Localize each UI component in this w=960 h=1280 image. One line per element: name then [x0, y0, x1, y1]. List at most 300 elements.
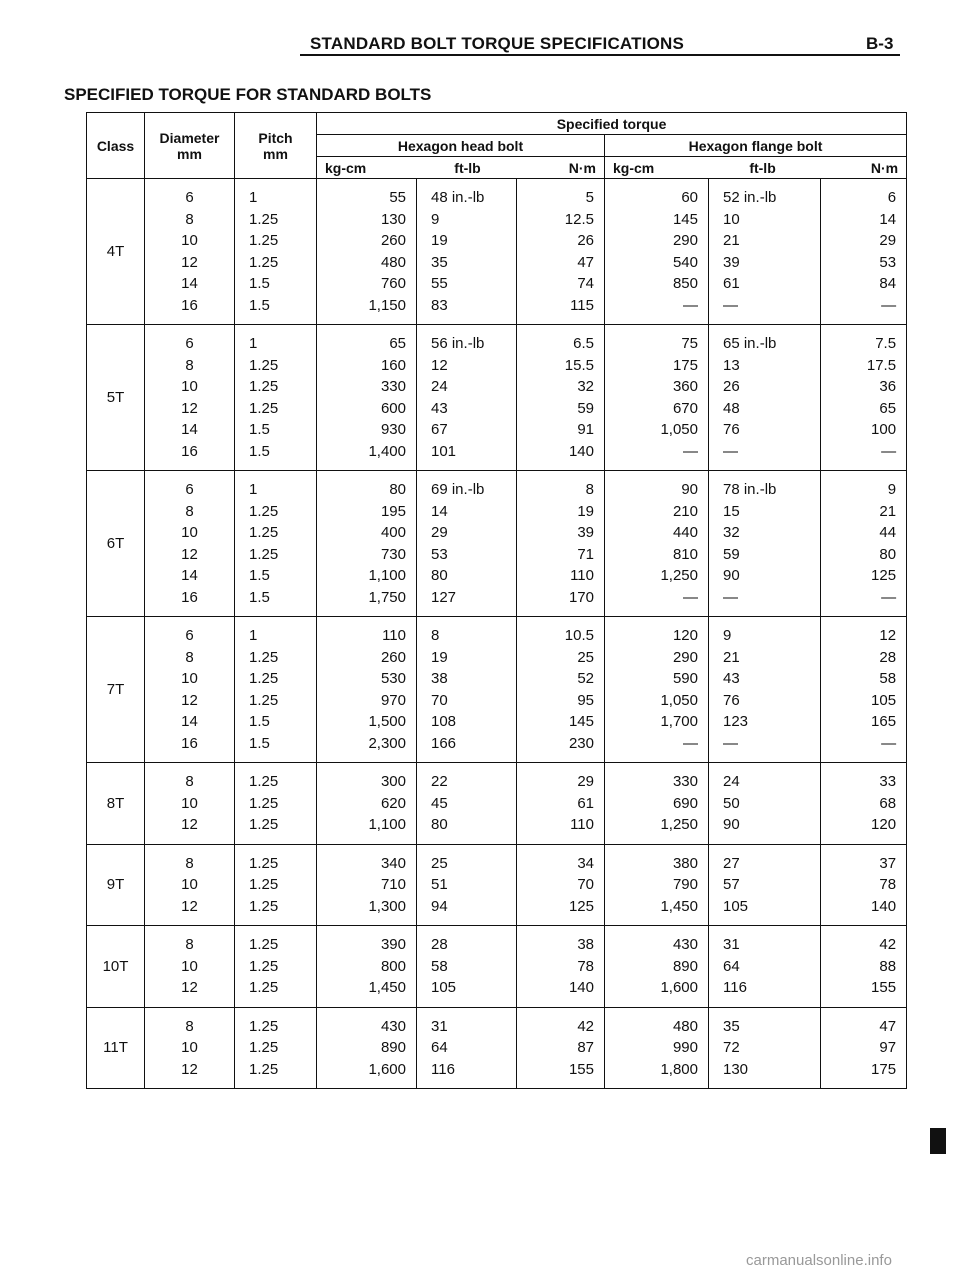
table-cell-value: 1.25: [249, 670, 279, 687]
table-cell-value: —: [683, 734, 698, 752]
table-cell-value: 78 in.-lb: [723, 481, 777, 498]
table-body: [87, 179, 907, 1089]
table-cell-value: 14: [181, 567, 198, 584]
flange-kgcm-cell: [605, 325, 709, 471]
table-cell-value: 56 in.-lb: [431, 335, 485, 352]
table-cell-value: —: [881, 442, 897, 460]
table-cell-value: 8: [185, 210, 194, 228]
table-cell-value: 6: [185, 335, 194, 352]
table-cell-value: 1.25: [249, 957, 279, 975]
table-cell-value: 1,250: [660, 567, 698, 584]
table-cell-value: 72: [723, 1039, 740, 1056]
table-cell-value: 2,300: [368, 734, 406, 752]
table-cell-value: 1.25: [249, 1017, 279, 1035]
table-cell-value: 21: [879, 502, 897, 520]
page-code: B-3: [866, 34, 894, 53]
table-cell-value: 9: [431, 210, 440, 228]
table-cell-value: 890: [672, 957, 698, 975]
table-row-group: [87, 763, 907, 845]
table-cell-value: 155: [871, 979, 897, 996]
table-cell-value: 64: [431, 1039, 448, 1056]
table-cell-value: 1.25: [249, 253, 279, 271]
table-cell-value: 160: [380, 356, 406, 374]
table-cell-value: 52: [577, 670, 594, 687]
table-cell-value: 620: [380, 794, 406, 812]
table-cell-value: 123: [723, 713, 749, 730]
table-cell-value: 166: [431, 734, 457, 752]
table-cell-value: 7.5: [875, 335, 897, 352]
flange-nm-cell: [821, 844, 907, 926]
page-header-title: STANDARD BOLT TORQUE SPECIFICATIONS: [310, 34, 685, 53]
table-cell-value: —: [723, 442, 738, 460]
table-cell-value: 19: [431, 648, 448, 666]
table-cell-value: 1.5: [249, 588, 270, 606]
table-cell-value: 78: [577, 957, 594, 975]
table-cell-value: —: [683, 588, 698, 606]
table-cell-value: 1.5: [249, 421, 270, 438]
table-cell-value: 155: [568, 1060, 594, 1078]
table-cell-value: 61: [577, 794, 594, 812]
table-cell-value: 100: [871, 421, 897, 438]
table-cell-value: 87: [577, 1039, 594, 1056]
table-cell-value: 115: [570, 296, 594, 314]
table-cell-value: 1.25: [249, 210, 279, 228]
table-cell-value: 12: [181, 897, 198, 915]
pitch-cell: [235, 763, 317, 845]
table-cell-value: 6: [185, 481, 194, 498]
table-cell-value: 80: [431, 567, 448, 584]
flange-nm-cell: [821, 763, 907, 845]
flange-nm-cell: [821, 325, 907, 471]
table-cell-value: 1.25: [249, 897, 279, 915]
table-cell-value: 1.25: [249, 691, 279, 709]
table-cell-value: 300: [380, 773, 406, 790]
table-cell-value: 19: [577, 502, 594, 520]
end-of-section-marker: [930, 1128, 946, 1154]
table-cell-value: 1.25: [249, 1060, 279, 1078]
section-title: SPECIFIED TORQUE FOR STANDARD BOLTS: [64, 85, 432, 104]
table-cell-value: 58: [431, 957, 448, 975]
head-kgcm-cell: [317, 1007, 417, 1089]
table-cell-value: 730: [380, 545, 406, 563]
header-head-ftlb: ft-lb: [454, 159, 481, 176]
table-cell-value: 6: [887, 189, 897, 206]
header-diameter-label: Diameter: [159, 129, 220, 146]
header-hexagon-head-bolt: Hexagon head bolt: [317, 135, 605, 157]
flange-ftlb-cell: [709, 617, 821, 763]
head-nm-cell: [517, 763, 605, 845]
head-kgcm-cell: [317, 926, 417, 1008]
pitch-cell: [235, 179, 317, 325]
table-cell-value: 260: [380, 648, 406, 666]
table-cell-value: 480: [672, 1017, 698, 1035]
table-cell-value: 76: [723, 691, 740, 709]
table-cell-value: 68: [879, 794, 897, 812]
table-cell-value: 26: [723, 378, 740, 395]
table-cell-value: 170: [568, 588, 594, 606]
table-cell-value: 5: [585, 189, 594, 206]
table-cell-value: 47: [879, 1017, 897, 1035]
table-cell-value: 26: [577, 232, 594, 249]
head-ftlb-cell: [417, 179, 517, 325]
table-row-group: [87, 179, 907, 325]
table-cell-value: 24: [723, 773, 740, 790]
table-row-group: [87, 617, 907, 763]
table-row-group: [87, 926, 907, 1008]
table-cell-value: 810: [672, 545, 698, 563]
table-cell-value: 10: [181, 670, 198, 687]
table-cell-value: 105: [723, 897, 749, 915]
table-cell-value: 1,150: [368, 296, 406, 314]
table-cell-value: 19: [431, 232, 448, 249]
table-cell-value: 600: [380, 399, 406, 417]
table-cell-value: 61: [723, 275, 740, 292]
table-cell-value: 8: [185, 1017, 194, 1035]
flange-ftlb-cell: [709, 844, 821, 926]
table-cell-value: 95: [577, 691, 594, 709]
table-cell-value: 84: [879, 275, 897, 292]
table-cell-value: 140: [568, 442, 594, 460]
table-cell-value: 12.5: [564, 210, 594, 228]
flange-nm-cell: [821, 617, 907, 763]
header-head-units: [317, 157, 605, 179]
table-cell-value: 32: [723, 524, 740, 541]
table-cell-value: 8: [431, 627, 440, 644]
table-cell-value: 42: [879, 936, 897, 953]
table-cell-value: 34: [577, 854, 594, 872]
table-cell-value: 69 in.-lb: [431, 481, 485, 498]
table-cell-value: 8: [585, 481, 594, 498]
head-nm-cell: [517, 617, 605, 763]
header-rule: [300, 54, 900, 56]
table-row-group: [87, 1007, 907, 1089]
table-cell-value: 1,600: [368, 1060, 406, 1078]
table-cell-value: 94: [431, 897, 448, 915]
diameter-cell: [145, 763, 235, 845]
flange-nm-cell: [821, 179, 907, 325]
table-cell-value: 1.25: [249, 648, 279, 666]
class-cell: 9T: [87, 844, 145, 926]
table-cell-value: 25: [577, 648, 594, 666]
watermark: carmanualsonline.info: [746, 1252, 892, 1269]
head-nm-cell: [517, 1007, 605, 1089]
table-cell-value: 12: [181, 545, 198, 563]
table-row-group: [87, 471, 907, 617]
table-cell-value: 340: [380, 854, 406, 872]
table-cell-value: 12: [431, 356, 448, 374]
table-cell-value: 1: [249, 627, 258, 644]
table-cell-value: 59: [723, 545, 740, 563]
table-cell-value: 53: [879, 253, 897, 271]
pitch-cell: [235, 926, 317, 1008]
table-cell-value: 31: [431, 1017, 448, 1035]
head-nm-cell: [517, 179, 605, 325]
header-hexagon-flange-bolt: Hexagon flange bolt: [605, 135, 907, 157]
table-cell-value: —: [881, 734, 897, 752]
table-cell-value: 28: [431, 936, 448, 953]
flange-ftlb-cell: [709, 325, 821, 471]
table-cell-value: 91: [577, 421, 594, 438]
table-cell-value: 1.25: [249, 854, 279, 872]
table-cell-value: 32: [577, 378, 594, 395]
flange-kgcm-cell: [605, 763, 709, 845]
table-cell-value: 1.25: [249, 936, 279, 953]
pitch-cell: [235, 844, 317, 926]
header-head-kgcm: kg-cm: [325, 159, 367, 176]
table-cell-value: 16: [181, 588, 198, 606]
head-nm-cell: [517, 471, 605, 617]
table-cell-value: 16: [181, 296, 198, 314]
table-cell-value: 44: [879, 524, 897, 541]
diameter-cell: [145, 325, 235, 471]
pitch-cell: [235, 471, 317, 617]
table-cell-value: 39: [723, 253, 740, 271]
table-cell-value: 790: [672, 876, 698, 893]
table-cell-value: 38: [431, 670, 448, 687]
table-cell-value: 17.5: [866, 356, 897, 374]
table-cell-value: 1.25: [249, 794, 279, 812]
header-class: Class: [87, 113, 145, 179]
table-cell-value: 10: [181, 524, 198, 541]
table-cell-value: 1,100: [368, 816, 406, 833]
table-cell-value: 1.5: [249, 275, 270, 292]
table-cell-value: 48 in.-lb: [431, 189, 485, 206]
class-cell: 6T: [87, 471, 145, 617]
diameter-cell: [145, 617, 235, 763]
table-cell-value: 78: [879, 876, 897, 893]
table-cell-value: 88: [879, 957, 897, 975]
table-cell-value: 47: [577, 253, 594, 271]
table-cell-value: 970: [380, 691, 406, 709]
table-cell-value: 530: [380, 670, 406, 687]
table-cell-value: 110: [570, 816, 594, 833]
flange-kgcm-cell: [605, 471, 709, 617]
table-cell-value: 1: [249, 335, 258, 352]
table-cell-value: 31: [723, 936, 740, 953]
table-cell-value: 76: [723, 421, 740, 438]
table-cell-value: 51: [431, 876, 448, 893]
head-kgcm-cell: [317, 844, 417, 926]
table-cell-value: 52 in.-lb: [723, 189, 777, 206]
flange-kgcm-cell: [605, 926, 709, 1008]
table-cell-value: 29: [577, 773, 594, 790]
head-kgcm-cell: [317, 763, 417, 845]
table-cell-value: 97: [879, 1039, 897, 1056]
table-cell-value: 75: [681, 335, 698, 352]
table-cell-value: —: [723, 588, 738, 606]
table-cell-value: 12: [879, 627, 897, 644]
table-cell-value: 33: [879, 773, 897, 790]
table-cell-value: 71: [577, 545, 594, 563]
table-cell-value: 14: [181, 275, 198, 292]
table-cell-value: 21: [723, 648, 740, 666]
flange-kgcm-cell: [605, 179, 709, 325]
table-cell-value: 12: [181, 399, 198, 417]
table-cell-value: 330: [672, 773, 698, 790]
head-kgcm-cell: [317, 325, 417, 471]
table-cell-value: 1.25: [249, 356, 279, 374]
table-header: [87, 113, 907, 179]
class-cell: 7T: [87, 617, 145, 763]
table-cell-value: 230: [568, 734, 594, 752]
table-cell-value: 25: [431, 854, 448, 872]
table-cell-value: 1.5: [249, 713, 270, 730]
table-cell-value: 50: [723, 794, 740, 812]
header-head-nm: N·m: [568, 159, 596, 176]
table-cell-value: 760: [380, 275, 406, 292]
table-cell-value: 1.25: [249, 399, 279, 417]
table-cell-value: 116: [723, 979, 747, 996]
table-cell-value: 8: [185, 502, 194, 520]
table-cell-value: 540: [672, 253, 698, 271]
table-cell-value: 165: [871, 713, 897, 730]
pitch-cell: [235, 617, 317, 763]
table-cell-value: 390: [380, 936, 406, 953]
table-cell-value: 6: [185, 627, 194, 644]
table-row-group: [87, 844, 907, 926]
table-cell-value: 1.25: [249, 524, 279, 541]
table-cell-value: 12: [181, 816, 198, 833]
class-cell: 8T: [87, 763, 145, 845]
table-cell-value: 35: [723, 1017, 740, 1035]
header-diameter-unit: mm: [177, 145, 202, 162]
flange-nm-cell: [821, 1007, 907, 1089]
table-cell-value: 210: [672, 502, 698, 520]
diameter-cell: [145, 471, 235, 617]
table-cell-value: 10: [181, 1039, 198, 1056]
table-cell-value: 8: [185, 773, 194, 790]
table-cell-value: 127: [431, 588, 457, 606]
header-pitch: [235, 113, 317, 179]
table-cell-value: 1.25: [249, 545, 279, 563]
table-cell-value: 80: [431, 816, 448, 833]
header-specified-torque: Specified torque: [317, 113, 907, 135]
table-cell-value: 10: [181, 378, 198, 395]
head-kgcm-cell: [317, 617, 417, 763]
head-kgcm-cell: [317, 179, 417, 325]
table-cell-value: 330: [380, 378, 406, 395]
head-ftlb-cell: [417, 1007, 517, 1089]
table-cell-value: 15.5: [564, 356, 594, 374]
table-cell-value: 57: [723, 876, 740, 893]
table-cell-value: 55: [431, 275, 448, 292]
table-cell-value: 175: [672, 356, 698, 374]
table-cell-value: 1,450: [660, 897, 698, 915]
table-cell-value: 1.25: [249, 816, 279, 833]
table-cell-value: 39: [577, 524, 594, 541]
table-cell-value: 35: [431, 253, 448, 271]
table-cell-value: 14: [181, 713, 198, 730]
table-cell-value: 6: [185, 189, 194, 206]
table-cell-value: 1.25: [249, 232, 279, 249]
table-cell-value: 105: [871, 691, 897, 709]
table-cell-value: 120: [871, 816, 897, 833]
table-cell-value: 21: [723, 232, 740, 249]
table-cell-value: 1,500: [368, 713, 406, 730]
table-cell-value: 1.5: [249, 734, 270, 752]
table-cell-value: 1,400: [368, 442, 406, 460]
table-cell-value: 260: [380, 232, 406, 249]
diameter-cell: [145, 926, 235, 1008]
table-cell-value: 28: [879, 648, 897, 666]
head-ftlb-cell: [417, 471, 517, 617]
table-cell-value: 43: [431, 399, 448, 417]
table-cell-value: —: [881, 588, 897, 606]
flange-ftlb-cell: [709, 926, 821, 1008]
table-cell-value: 10: [181, 876, 198, 893]
table-cell-value: 140: [871, 897, 897, 915]
table-cell-value: 8: [185, 854, 194, 872]
table-cell-value: 65: [389, 335, 406, 352]
table-cell-value: 74: [577, 275, 594, 292]
table-cell-value: 10.5: [564, 627, 594, 644]
table-cell-value: —: [683, 442, 698, 460]
table-cell-value: 430: [380, 1017, 406, 1035]
table-cell-value: 890: [380, 1039, 406, 1056]
table-cell-value: 29: [431, 524, 448, 541]
table-cell-value: 1: [249, 481, 258, 498]
table-cell-value: 27: [723, 854, 740, 872]
table-cell-value: 38: [577, 936, 594, 953]
table-cell-value: 37: [879, 854, 897, 872]
table-cell-value: 400: [380, 524, 406, 541]
table-cell-value: 80: [879, 545, 897, 563]
table-cell-value: 59: [577, 399, 594, 417]
table-row-group: [87, 325, 907, 471]
table-cell-value: 125: [568, 897, 594, 915]
table-cell-value: 1,450: [368, 979, 406, 996]
table-cell-value: 145: [672, 210, 698, 228]
table-cell-value: 90: [681, 481, 698, 498]
table-cell-value: 1,750: [368, 588, 406, 606]
table-cell-value: 360: [672, 378, 698, 395]
table-cell-value: 15: [723, 502, 740, 520]
table-cell-value: 130: [723, 1060, 749, 1078]
flange-kgcm-cell: [605, 617, 709, 763]
header-flange-nm: N·m: [870, 159, 899, 176]
table-cell-value: 1,300: [368, 897, 406, 915]
table-cell-value: 670: [672, 399, 698, 417]
table-cell-value: 1.25: [249, 1039, 279, 1056]
table-cell-value: 105: [431, 979, 457, 996]
table-cell-value: 930: [380, 421, 406, 438]
table-cell-value: —: [683, 296, 698, 314]
table-cell-value: 14: [181, 421, 198, 438]
table-cell-value: 12: [181, 979, 198, 996]
table-cell-value: 58: [879, 670, 897, 687]
flange-ftlb-cell: [709, 471, 821, 617]
table-cell-value: 36: [879, 378, 897, 395]
table-cell-value: 990: [672, 1039, 698, 1056]
head-ftlb-cell: [417, 844, 517, 926]
table-cell-value: 850: [672, 275, 698, 292]
table-cell-value: 9: [723, 627, 732, 644]
header-pitch-label: Pitch: [258, 129, 293, 146]
table-cell-value: 1.25: [249, 502, 279, 520]
table-cell-value: 13: [723, 356, 740, 374]
header-pitch-unit: mm: [263, 145, 288, 162]
table-cell-value: 1,100: [368, 567, 406, 584]
class-cell: 10T: [87, 926, 145, 1008]
table-cell-value: 53: [431, 545, 448, 563]
table-cell-value: 70: [577, 876, 594, 893]
table-cell-value: 42: [577, 1017, 594, 1035]
flange-ftlb-cell: [709, 179, 821, 325]
table-cell-value: 110: [570, 567, 594, 584]
table-cell-value: 6.5: [573, 335, 594, 352]
table-cell-value: 1,700: [660, 713, 698, 730]
table-cell-value: 110: [382, 627, 406, 644]
